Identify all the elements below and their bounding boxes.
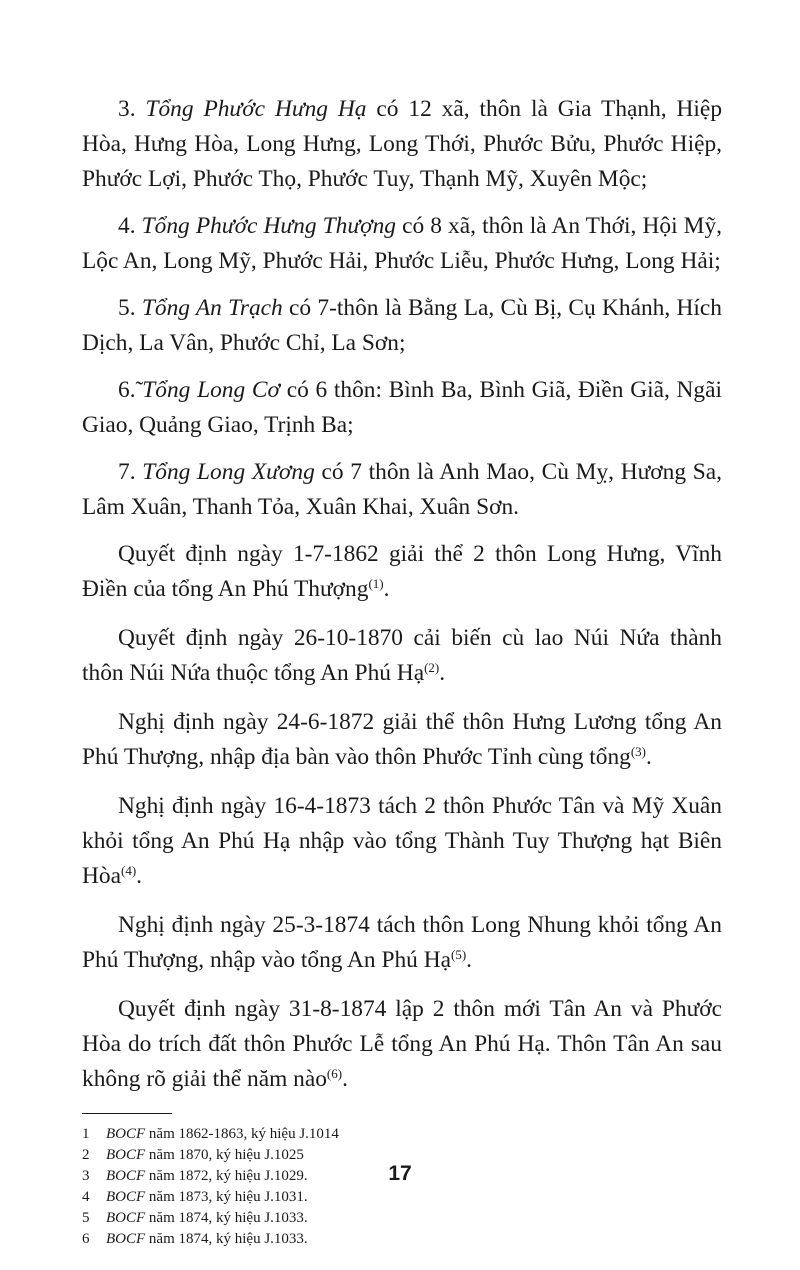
list-item-name: Tổng Phước Hưng Hạ — [145, 96, 367, 122]
list-item-text: có 8 xã, thôn là An Thới, Hội Mỹ, Lộc An, Long Mỹ, Phước Hải, Phước Liễu, Phước Hưng, Long Hải; — [82, 213, 722, 274]
footnote-source: BOCF — [106, 1147, 146, 1163]
footnote-text: năm 1872, ký hiệu J.1029. — [145, 1168, 308, 1184]
list-item-text: có 7 thôn là Anh Mao, Cù Mỵ, Hương Sa, Lâm Xuân, Thanh Tỏa, Xuân Khai, Xuân Sơn. — [82, 459, 722, 520]
list-item-prefix: 3. — [118, 96, 146, 122]
list-item-name: Tổng An Trạch — [141, 295, 283, 321]
paragraph-end: . — [466, 947, 473, 973]
list-item-name: Tổng Phước Hưng Thượng — [141, 213, 396, 239]
list-item-text: có 6 thôn: Bình Ba, Bình Giã, Điền Giã, Ngãi Giao, Quảng Giao, Trịnh Ba; — [82, 377, 722, 438]
footnote-divider — [82, 1113, 172, 1114]
footnote-text: năm 1874, ký hiệu J.1033. — [145, 1210, 308, 1226]
footnote-number: 2 — [82, 1147, 90, 1163]
list-item-name: Tổng Long Xương — [142, 459, 315, 485]
footnote-ref[interactable]: (2) — [424, 660, 440, 675]
paragraph-decree-1872 — [82, 705, 722, 775]
paragraph-end: . — [383, 576, 390, 602]
footnote-number: 6 — [82, 1231, 90, 1247]
footnote-source: BOCF — [106, 1126, 146, 1142]
footnote-6 — [82, 1229, 722, 1250]
list-item-tong-phuoc-hung-thuong — [82, 209, 722, 279]
list-item-text: có 12 xã, thôn là Gia Thạnh, Hiệp Hòa, Hưng Hòa, Long Hưng, Long Thới, Phước Bửu, Phước Hiệp, Phước Lợi, Phước Thọ, Phước Tuy, Thạnh Mỹ, Xuyên Mộc; — [82, 96, 723, 192]
footnote-source: BOCF — [106, 1189, 146, 1205]
footnote-5 — [82, 1208, 722, 1229]
footnote-source: BOCF — [106, 1231, 146, 1247]
paragraph-decision-1870 — [82, 621, 722, 691]
footnote-source: BOCF — [106, 1168, 146, 1184]
footnote-ref[interactable]: (5) — [450, 947, 467, 962]
paragraph-text: Nghị định ngày 16-4-1873 tách 2 thôn Phước Tân và Mỹ Xuân khỏi tổng An Phú Hạ nhập vào tổng Thành Tuy Thượng hạt Biên Hòa — [82, 793, 722, 889]
paragraph-text: Quyết định ngày 31-8-1874 lập 2 thôn mới Tân An và Phước Hòa do trích đất thôn Phước Lễ tổng An Phú Hạ. Thôn Tân An sau không rõ giải thể năm nào — [82, 996, 722, 1092]
paragraph-decree-1874 — [82, 908, 722, 978]
page-body — [82, 92, 722, 1250]
footnote-text: năm 1862-1863, ký hiệu J.1014 — [145, 1126, 339, 1142]
list-item-tong-an-trach — [82, 291, 722, 361]
footnote-number: 3 — [82, 1168, 90, 1184]
paragraph-decision-1874 — [82, 992, 722, 1097]
list-item-tong-phuoc-hung-ha — [82, 92, 722, 197]
list-item-name: Tổng Long Cơ — [142, 377, 280, 403]
list-item-prefix: 5. — [118, 295, 142, 321]
paragraph-text: Nghị định ngày 24-6-1872 giải thể thôn Hưng Lương tổng An Phú Thượng, nhập địa bàn vào thôn Phước Tỉnh cùng tổng — [82, 709, 722, 770]
page-number: 17 — [388, 1162, 412, 1185]
footnote-text: năm 1874, ký hiệu J.1033. — [145, 1231, 308, 1247]
paragraph-text: Quyết định ngày 26-10-1870 cải biến cù lao Núi Nứa thành thôn Núi Nứa thuộc tổng An Phú Hạ — [82, 625, 722, 686]
paragraph-decree-1873 — [82, 789, 722, 894]
footnote-1 — [82, 1124, 722, 1145]
paragraph-text: Nghị định ngày 25-3-1874 tách thôn Long Nhung khỏi tổng An Phú Thượng, nhập vào tổng An Phú Hạ — [82, 912, 722, 973]
footnote-ref[interactable]: (1) — [368, 576, 384, 591]
footnote-number: 1 — [82, 1126, 90, 1142]
footnote-ref[interactable]: (6) — [326, 1066, 343, 1081]
footnotes — [82, 1124, 722, 1250]
footnote-number: 4 — [82, 1189, 90, 1205]
paragraph-end: . — [439, 660, 446, 686]
footnote-source: BOCF — [106, 1210, 146, 1226]
list-item-prefix: 7. — [118, 459, 143, 485]
list-item-prefix: 6.̃ — [118, 377, 143, 403]
footnote-ref[interactable]: (3) — [630, 744, 647, 759]
footnote-text: năm 1870, ký hiệu J.1025 — [145, 1147, 304, 1163]
footnote-text: năm 1873, ký hiệu J.1031. — [145, 1189, 308, 1205]
list-item-tong-long-xuong — [82, 455, 722, 525]
footnote-4 — [82, 1187, 722, 1208]
paragraph-end: . — [136, 863, 143, 889]
list-item-tong-long-co — [82, 373, 722, 443]
list-item-text: có 7-thôn là Bằng La, Cù Bị, Cụ Khánh, Hích Dịch, La Vân, Phước Chỉ, La Sơn; — [82, 295, 722, 356]
paragraph-text: Quyết định ngày 1-7-1862 giải thể 2 thôn Long Hưng, Vĩnh Điền của tổng An Phú Thượng — [82, 541, 722, 602]
paragraph-decision-1862 — [82, 537, 722, 607]
paragraph-end: . — [342, 1066, 348, 1092]
paragraph-end: . — [646, 744, 652, 770]
footnote-ref[interactable]: (4) — [120, 863, 137, 878]
list-item-prefix: 4. — [118, 213, 142, 239]
footnote-number: 5 — [82, 1210, 90, 1226]
